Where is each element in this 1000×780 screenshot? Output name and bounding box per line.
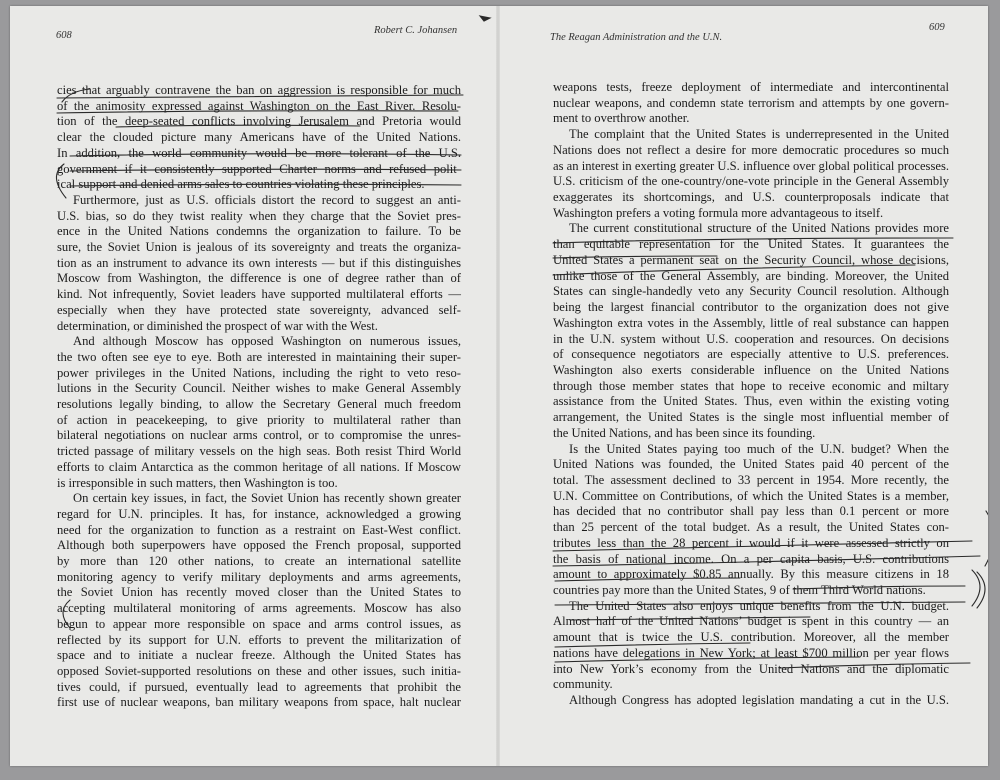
text-line: On certain key issues, in fact, the Soviet Union has recently shown greater: [73, 491, 461, 506]
text-line: government if it consistently supported Charter norms and refused polit-: [57, 161, 461, 176]
text-line: total. The assessment declined to 33 percent in 1954. More recently, the: [553, 473, 949, 487]
text-line: amount to approximately $0.85 annually. By this measure citizens in 18: [553, 567, 949, 582]
text-line: Washington prefers a voting formula more advantageous to itself.: [553, 205, 884, 220]
text-line: power privileges in the United Nations, including the right to veto reso-: [57, 365, 461, 380]
text-line: of the animosity expressed against Washington on the East River. Resolu-: [57, 98, 461, 113]
text-line: cies that arguably contravene the ban on aggression is responsible for much: [57, 83, 461, 97]
text-line: Moscow from Washington, the difference is one of degree rather than of: [57, 271, 461, 286]
left-page: [10, 6, 498, 766]
text-line: arrangement, the United States is the single most influential member of: [553, 410, 949, 425]
text-line: than 25 percent of the total budget. As a result, the United States con-: [553, 520, 949, 535]
text-line: ence in the United Nations condemns the organization to failure. To be: [57, 224, 461, 239]
text-line: being the largest financial contributor to the organization does not give: [553, 300, 949, 315]
text-line: has decided that no contributor shall pay less than 0.1 percent or more: [553, 504, 949, 519]
text-line: through those member states that hope to receive economic and miltary: [553, 378, 949, 393]
text-line: nuclear weapons, and condemn state terrorism and attempts by one govern-: [553, 95, 949, 110]
text-line: of action in peacekeeping, to give priority to multilateral rather than: [57, 412, 461, 427]
text-line: in the U.N. system without U.S. cooperation and resources. On decisions: [553, 331, 949, 346]
text-line: assistance from the United States. Thus, even within the existing voting: [553, 394, 949, 409]
text-line: amount that is twice the U.S. contribution. Moreover, all the member: [553, 630, 949, 645]
text-line: reflected by its support for U.N. efforts to prevent the militarization of: [57, 632, 461, 647]
text-line: The United States also enjoys unique benefits from the U.N. budget.: [569, 598, 949, 613]
text-line: Nations does not reflect a desire for more democratic procedures so much: [553, 142, 949, 157]
text-line: States can single-handedly veto any Security Council resolution. Although: [553, 284, 949, 299]
text-line: begun to appear more responsible on space and arms control issues, as: [57, 616, 461, 631]
text-line: space and to initiate a nuclear freeze. Although the United States has: [57, 648, 461, 663]
text-line: tives could, if pursued, eventually lead to agreements that prohibit the: [57, 679, 461, 694]
text-line: ical support and denied arms sales to countries violating these principles.: [57, 177, 425, 192]
text-line: tion of the deep-seated conflicts involving Jerusalem and Pretoria would: [57, 114, 461, 129]
text-line: U.N. Committee on Contributions, of which the United States is a member,: [553, 488, 949, 503]
text-line: countries pay more than the United States, 9 of them Third World nations.: [553, 583, 926, 598]
left-running-head: Robert C. Johansen: [374, 25, 458, 36]
text-line: Furthermore, just as U.S. officials distort the record to suggest an anti-: [73, 192, 461, 207]
text-line: clear the clouded picture many Americans have of the United Nations.: [57, 130, 461, 145]
text-line: of consequence negotiators are especially attentive to U.S. preferences.: [553, 347, 949, 362]
text-line: as an interest in exerting greater U.S. influence over global political processes.: [553, 158, 949, 173]
text-line: The complaint that the United States is underrepresented in the United: [569, 127, 949, 142]
text-line: Washington also exerts considerable influence on the United Nations: [553, 362, 949, 377]
text-line: Is the United States paying too much of the U.N. budget? When the: [569, 441, 949, 456]
text-line: regard for U.N. principles. It has, for instance, acknowledged a growing: [57, 506, 461, 521]
text-line: the Soviet Union has recently moved closer than the United States to: [57, 585, 461, 600]
text-line: U.S. criticism of the one-country/one-vote principle in the General Assembly: [553, 174, 949, 189]
text-line: United States a permanent seat on the Security Council, whose decisions,: [553, 252, 949, 267]
text-line: efforts to claim Antarctica as the common heritage of all nations. If Moscow: [57, 459, 461, 474]
text-line: ment to overthrow another.: [553, 111, 690, 126]
text-line: weapons tests, freeze deployment of intermediate and intercontinental: [553, 80, 949, 94]
scanned-book-spread: [10, 6, 988, 766]
right-page-number: 609: [929, 22, 945, 33]
text-line: And although Moscow has opposed Washington on numerous issues,: [73, 334, 461, 349]
text-line: tion as an instrument to advance its own interests — but if this distinguishes: [57, 255, 461, 270]
text-line: into New York’s economy from the United Nations and the diplomatic: [553, 661, 949, 676]
text-line: need for the organization to function as a restraint on East-West conflict.: [57, 522, 461, 537]
text-line: tributes less than the 28 percent it would if it were assessed strictly on: [553, 535, 949, 550]
text-line: United Nations was founded, the United States paid 40 percent of the: [553, 457, 949, 472]
text-line: sure, the Soviet Union is jealous of its sovereignty and treats the organiza-: [57, 240, 461, 254]
text-line: community.: [553, 677, 613, 692]
text-line: the United Nations, and has been since its founding.: [553, 425, 816, 440]
text-line: nations have delegations in New York; at least $700 million per year flows: [553, 645, 949, 660]
text-line: determination, or diminished the prospect of war with the West.: [57, 318, 378, 333]
text-line: the two often see eye to eye. Both are interested in maintaining their super-: [57, 349, 461, 364]
text-line: first use of nuclear weapons, ban military weapons from space, halt nuclear: [57, 695, 461, 710]
text-line: Washington extra votes in the Assembly, little of real substance can happen: [553, 315, 949, 330]
text-line: The current constitutional structure of the United Nations provides more: [569, 221, 949, 236]
text-line: Although Congress has adopted legislation mandating a cut in the U.S.: [569, 693, 949, 708]
text-line: lutions in the Security Council. Neither wishes to make General Assembly: [57, 381, 461, 396]
text-line: Almost half of the United Nations’ budget is spent in this country — an: [553, 614, 949, 629]
right-running-head: The Reagan Administration and the U.N.: [550, 32, 723, 43]
text-line: especially when they have protected state sovereignty, advanced self-: [57, 302, 461, 317]
text-line: U.S. bias, so do they twist reality when they charge that the Soviet pres-: [57, 208, 461, 223]
text-line: Although both superpowers have opposed the French proposal, supported: [57, 538, 461, 553]
text-line: In addition, the world community would be more tolerant of the U.S.: [57, 145, 461, 160]
text-line: exaggerates its shortcomings, and U.S. counterproposals indicate that: [553, 190, 949, 205]
text-line: opposed Soviet-supported resolutions on these and other issues, such initia-: [57, 663, 461, 678]
text-line: is irresponsible in such matters, then Washington is too.: [57, 475, 338, 490]
left-page-number: 608: [56, 30, 72, 41]
text-line: by more than 120 other nations, to create an international satellite: [57, 554, 461, 568]
text-line: resolutions legally binding, to allow the Secretary General much freedom: [57, 397, 461, 411]
text-line: tricted passage of military vessels on the high seas. Both resist Third World: [57, 444, 461, 459]
text-line: than equitable representation for the United States. It guarantees the: [553, 237, 949, 252]
text-line: accepting multilateral monitoring of arms agreements. Moscow has also: [57, 601, 461, 616]
text-line: kind. Not infrequently, Soviet leaders have supported multilateral efforts —: [57, 287, 461, 302]
text-line: bilateral negotiations on nuclear arms control, or to compromise the unres-: [57, 428, 461, 443]
text-line: the basis of national income. On a per capita basis, U.S. contributions: [553, 551, 949, 566]
right-page: [499, 6, 988, 766]
text-line: unlike those of the General Assembly, are binding. Moreover, the United: [553, 268, 949, 283]
text-line: monitoring agency to verify military deployments and arms agreements,: [57, 569, 461, 584]
